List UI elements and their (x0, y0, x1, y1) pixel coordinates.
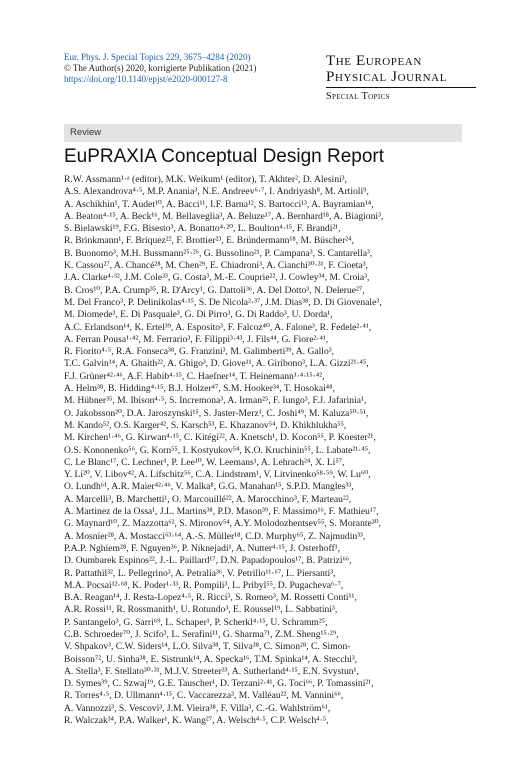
journal-citation[interactable]: Eur. Phys. J. Special Topics 229, 3675–4284 (2020) (64, 52, 251, 62)
author-line: A. Beaton⁴·¹⁵, A. Beck¹⁶, M. Bellaveglia³, A. Beluze¹⁷, A. Bernhard¹⁸, A. Biagioni³, (64, 210, 384, 222)
author-line: A. Helm³⁸, B. Hidding⁴·¹⁵, B.J. Holzer⁴⁷, S.M. Hooker³⁴, T. Hosokai⁴⁸, (64, 383, 335, 395)
author-line: D. Oumbarek Espinos²², J.-L. Paillard¹⁷, D.N. Papadopoulos¹⁷, B. Patrizi⁶⁶, (64, 555, 352, 567)
author-list (64, 174, 462, 727)
author-line: A. Marcelli³, B. Marchetti¹, O. Marcouillé²², A. Marocchino³, F. Marteau²², (64, 493, 352, 505)
author-line: O.S. Kononenko⁵⁶, G. Korn⁵⁵, I. Kostyukov⁵⁴, K.O. Kruchinin⁵⁵, L. Labate²¹·⁴⁵, (64, 444, 371, 456)
journal-logo (326, 53, 486, 103)
author-line: T.C. Galvin¹⁴, A. Ghaith²², A. Ghigo³, D. Giove¹¹, A. Giribono³, L.A. Gizzi²¹·⁴⁵, (64, 358, 369, 370)
author-line: A.S. Alexandrova⁴·⁵, M.P. Anania³, N.E. Andreev⁶·⁷, I. Andriyash⁸, M. Artioli⁹, (64, 186, 369, 198)
citation-block (64, 52, 314, 85)
author-line: G. Maynard¹⁰, Z. Mazzotta⁶², S. Mironov⁵⁴, A.Y. Molodozhentsev⁵⁵, S. Morante³⁰, (64, 518, 381, 530)
doi-link[interactable]: https://doi.org/10.1140/epjst/e2020-000127-8 (64, 74, 228, 84)
author-line: O. Lundh⁶¹, A.R. Maier⁴²·⁴⁶, V. Malka⁸, G.G. Manahan¹⁵, S.P.D. Mangles³³, (64, 481, 354, 493)
author-line: O. Jakobsson²⁰, D.A. Jaroszynski¹⁵, S. Jaster-Merz¹, C. Joshi⁴⁹, M. Kaluza⁵⁰·⁵¹, (64, 407, 369, 419)
author-line: M. Diomede³, E. Di Pasquale³, G. Di Pirro³, G. Di Raddo³, U. Dorda¹, (64, 309, 333, 321)
author-line: M. Del Franco³, P. Delinikolas⁴·¹⁵, S. De Nicola²·³⁷, J.M. Dias³⁸, D. Di Giovenale³, (64, 296, 382, 308)
author-line: R. Torres⁴·⁵, D. Ullmann⁴·¹⁵, C. Vaccarezza³, M. Valléau²², M. Vannini⁶⁶, (64, 690, 344, 702)
author-line: P.A.P. Nghiem²⁸, F. Nguyen³⁶, P. Niknejadi¹, A. Nutter⁴·¹⁵, J. Osterhoff¹, (64, 542, 340, 554)
author-line: R.W. Assmann¹·ᵃ (editor), M.K. Weikum¹ (editor), T. Akhter², D. Alesini³, (64, 174, 347, 185)
author-line: A. Martinez de la Ossa¹, J.L. Martins³⁸, P.D. Mason³⁹, F. Massimo¹⁶, F. Mathieu¹⁷, (64, 506, 379, 518)
section-label-bar (64, 124, 462, 142)
author-line: C.B. Schroeder⁷⁰, J. Scifo³, L. Serafini¹¹, G. Sharma⁷¹, Z.M. Sheng¹⁵·²⁹, (64, 628, 339, 640)
author-line: A. Ferran Pousa¹·⁴², M. Ferrario³, F. Filippi³·⁴³, J. Fils⁴⁴, G. Fiore²·⁴¹, (64, 333, 329, 345)
author-line: A. Vannozzi³, S. Vescovi³, J.M. Vieira³⁸, F. Villa³, C.-G. Wahlström⁶¹, (64, 702, 331, 714)
author-line: Y. Li²⁰, V. Libov⁴², A. Lifschitz⁵⁶, C.A. Lindstrøm¹, V. Litvinenko⁵⁸·⁵⁹, W. Lu⁶⁰, (64, 469, 371, 481)
author-line: B. Cros¹⁰, P.A. Crump³⁵, R. D'Arcy¹, G. Dattoli³⁶, A. Del Dotto³, N. Delerue²⁷, (64, 284, 365, 296)
author-line: S. Bielawski¹⁹, F.G. Bisesto³, A. Bonatto⁴·²⁰, L. Boulton⁴·¹⁵, F. Brandi²¹, (64, 223, 341, 235)
author-line: R. Walczak³⁴, P.A. Walker¹, K. Wang²⁷, A. Welsch⁴·⁵, C.P. Welsch⁴·⁵, (64, 715, 329, 727)
paper-title: EuPRAXIA Conceptual Design Report (64, 146, 385, 167)
author-line: M. Kando⁵², O.S. Karger⁴², S. Karsch⁵³, E. Khazanov⁵⁴, D. Khikhlukha⁵⁵, (64, 419, 347, 431)
journal-subtitle: Special Topics (326, 91, 390, 103)
journal-name-line2: Physical Journal (326, 69, 448, 85)
copyright-notice: © The Author(s) 2020, korrigierte Publikation (2021) (64, 63, 257, 73)
author-line: A.R. Rossi¹¹, R. Rossmanith¹, U. Rotundo³, E. Roussel¹⁹, L. Sabbatini³, (64, 604, 338, 616)
author-line: K. Cassou²⁷, A. Chancé²⁸, M. Chen²⁹, E. Chiadroni³, A. Cianchi³⁰·³¹, F. Cioeta³, (64, 260, 368, 272)
author-line: B.A. Reagan¹⁴, J. Resta-Lopez⁴·⁵, R. Ricci³, S. Romeo³, M. Rossetti Conti¹¹, (64, 592, 357, 604)
author-line: C. Le Blanc¹⁷, C. Lechner¹, P. Lee¹⁰, W. Leemans¹, A. Lehrach²⁴, X. Li⁵⁷, (64, 456, 345, 468)
author-line: V. Shpakov³, C.W. Siders¹⁴, L.O. Silva³⁸, T. Silva³⁸, C. Simon²⁸, C. Simon- (64, 641, 351, 653)
author-line: Boisson⁷², U. Sinha³⁸, E. Sistrunk¹⁴, A. Specka¹⁶, T.M. Spinka¹⁴, A. Stecchi³, (64, 653, 358, 665)
author-line: P. Santangelo³, G. Sarri⁶⁹, L. Schaper¹, P. Scherkl⁴·¹⁵, U. Schramm²⁵, (64, 616, 328, 628)
author-line: B. Buonomo³, M.H. Bussmann²⁵·²⁶, G. Bussolino²¹, P. Campana³, S. Cantarella³, (64, 247, 373, 259)
author-line: R. Fiorito⁴·⁵, R.A. Fonseca³⁸, G. Franzini³, M. Galimberti³⁹, A. Gallo³, (64, 346, 335, 358)
section-label: Review (70, 127, 102, 138)
journal-rule (326, 87, 476, 88)
author-line: M.A. Pocsai¹²·⁶⁸, K. Poder¹·³³, R. Pompili³, L. Pribyl⁵⁵, D. Pugacheva⁶·⁷, (64, 579, 344, 591)
author-line: A. Mosnier²⁸, A. Mostacci⁶³·⁶⁴, A.-S. Müller¹⁸, C.D. Murphy⁶⁵, Z. Najmudin³³, (64, 530, 366, 542)
author-line: D. Symes³⁹, C. Szwaj¹⁹, G.E. Tauscher¹, D. Terzani²·⁴¹, G. Toci⁶⁶, P. Tomassini²¹, (64, 678, 374, 690)
author-line: R. Pattathil³², L. Pellegrino³, A. Petralia³⁶, V. Petrillo¹¹·⁶⁷, L. Piersanti³, (64, 567, 336, 579)
author-line: F.J. Grüner⁴²·⁴⁶, A.F. Habib⁴·¹⁵, C. Haefner¹⁴, T. Heinemann¹·⁴·¹⁵·⁴², (64, 370, 325, 382)
author-line: R. Brinkmann¹, F. Briquez²², F. Brottier²³, E. Bründermann¹⁸, M. Büscher²⁴, (64, 235, 354, 247)
author-line: M. Hübner³⁵, M. Ibison⁴·⁵, S. Incremona³, A. Irman²⁵, F. Iungo³, F.J. Jafarinia¹, (64, 395, 367, 407)
author-line: J.A. Clarke⁴·³², J.M. Cole³³, G. Costa³, M.-E. Couprie²², J. Cowley³⁴, M. Croia³, (64, 272, 370, 284)
author-line: A. Stella³, F. Stellato³⁰·³¹, M.J.V. Streeter³³, A. Sutherland⁴·¹⁵, E.N. Svystun¹, (64, 665, 359, 677)
author-line: A. Aschikhin¹, T. Audet¹⁰, A. Bacci¹¹, I.F. Barna¹², S. Bartocci¹³, A. Bayramian¹⁴, (64, 198, 374, 210)
author-line: A.C. Erlandson¹⁴, K. Ertel³⁹, A. Esposito³, F. Falcoz⁴⁰, A. Falone³, R. Fedele²·⁴¹, (64, 321, 372, 333)
journal-name-line1: The European (326, 53, 422, 69)
author-line: M. Kirchen¹·⁴⁶, G. Kirwan⁴·¹⁵, C. Kitégi²², A. Knetsch¹, D. Kocon⁵⁵, P. Koester²¹, (64, 432, 376, 444)
